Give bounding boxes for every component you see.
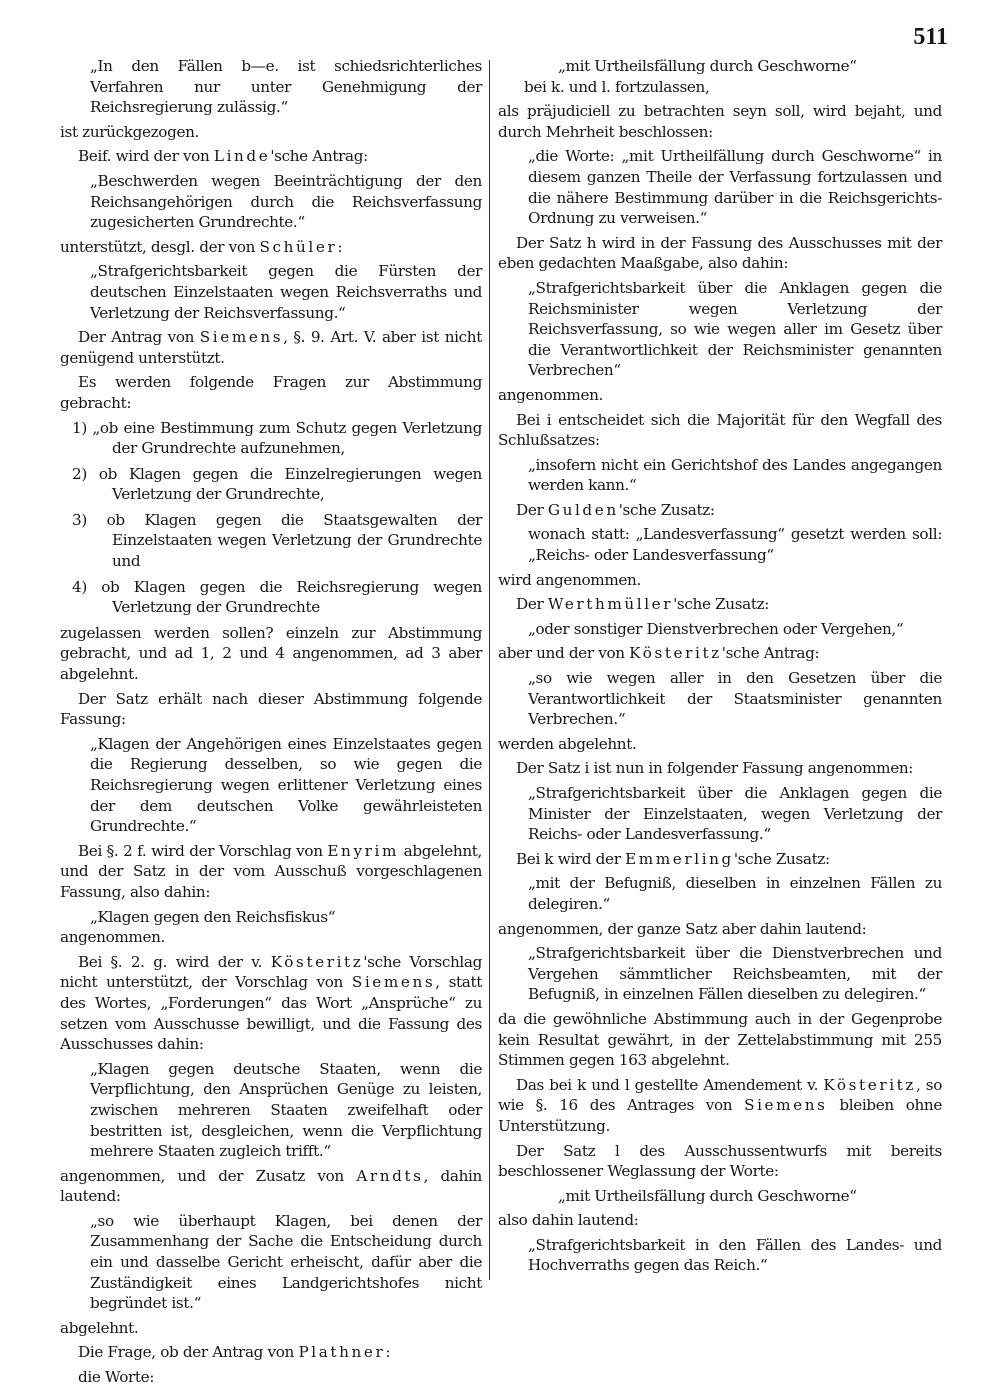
person-name: Linde — [213, 147, 271, 166]
paragraph: Der Satz l des Ausschussentwurfs mit bereits beschlossener Weglassung der Worte: — [498, 1141, 942, 1181]
person-name: Werthmüller — [547, 595, 674, 614]
paragraph: unterstützt, desgl. der von Schüler: — [60, 237, 343, 256]
person-name: Siemens — [744, 1096, 828, 1115]
paragraph: als präjudiciell zu betrachten seyn soll, wird bejaht, und durch Mehrheit beschlossen: — [498, 102, 942, 141]
page-number: 511 — [913, 24, 948, 50]
person-name: Kösteritz — [629, 644, 722, 663]
person-name: Arndts — [356, 1166, 424, 1185]
paragraph: Bei i entscheidet sich die Majorität für den Wegfall des Schlußsatzes: — [498, 410, 942, 450]
paragraph: Der Satz erhält nach dieser Abstimmung folgende Fassung: — [60, 689, 482, 729]
quote-paragraph: „mit Urtheilsfällung durch Geschworne“ — [558, 57, 857, 75]
quote-paragraph: „Beschwerden wegen Beeinträchtigung der den Reichsangehörigen durch die Reichsverfassung zugesicherten Grundrechte.“ — [90, 171, 482, 232]
quote-paragraph: „Strafgerichtsbarkeit in den Fällen des Landes- und Hochverraths gegen das Reich.“ — [528, 1235, 942, 1275]
paragraph: Der Antrag von Siemens, §. 9. Art. V. aber ist nicht genügend unterstützt. — [60, 328, 482, 367]
list-item: 4) ob Klagen gegen die Reichsregierung wegen Verletzung der Grundrechte — [72, 577, 482, 617]
list-item: 1) „ob eine Bestimmung zum Schutz gegen Verletzung der Grundrechte aufzunehmen, — [72, 418, 482, 458]
quote-paragraph: „Klagen gegen deutsche Staaten, wenn die Verpflichtung, den Ansprüchen Genüge zu leisten, zwischen mehreren Staaten zweifelhaft oder bestritten ist, desgleichen, wenn die Verpflichtung mehrere Staaten zugleich trifft.“ — [90, 1059, 482, 1161]
paragraph: abgelehnt. — [60, 1318, 139, 1337]
person-name: Enyrim — [327, 841, 399, 860]
quote-paragraph: „mit Urtheilsfällung durch Geschworne“ — [558, 1186, 857, 1205]
paragraph: Der Werthmüller'sche Zusatz: — [516, 595, 770, 614]
paragraph: Beif. wird der von Linde'sche Antrag: — [78, 147, 368, 166]
person-name: Siemens — [199, 328, 284, 347]
right-column — [498, 56, 942, 1280]
person-name: Gulden — [547, 500, 619, 519]
paragraph: Die Frage, ob der Antrag von Plathner: — [78, 1343, 391, 1362]
quote-paragraph: „In den Fällen b—e. ist schiedsrichterliches Verfahren nur unter Genehmigung der Reichsregierung zulässig.“ — [90, 57, 482, 117]
paragraph: Der Gulden'sche Zusatz: — [516, 500, 715, 519]
person-name: Schüler — [259, 237, 338, 256]
quote-paragraph: wonach statt: „Landesverfassung“ gesetzt werden soll: „Reichs- oder Landesverfassung“ — [528, 525, 942, 565]
person-name: Kösteritz — [270, 952, 364, 971]
left-column — [60, 56, 482, 1392]
quote-paragraph: „die Worte: „mit Urtheilfällung durch Geschworne“ in diesem ganzen Theile der Verfassung fortzulassen und die nähere Bestimmung darüber in die Reichsgerichts-Ordnung zu verweisen.“ — [528, 147, 942, 228]
paragraph: angenommen, der ganze Satz aber dahin lautend: — [498, 919, 867, 938]
person-name: Siemens — [351, 973, 436, 992]
paragraph: Bei k wird der Emmerling'sche Zusatz: — [516, 849, 830, 868]
paragraph: Das bei k und l gestellte Amendement v. Kösteritz, so wie §. 16 des Antrages von Siemens bleiben ohne Unterstützung. — [498, 1075, 942, 1135]
paragraph: also dahin lautend: — [498, 1211, 639, 1230]
paragraph: werden abgelehnt. — [498, 734, 637, 753]
list-item: 3) ob Klagen gegen die Staatsgewalten der Einzelstaaten wegen Verletzung der Grundrechte und — [72, 510, 482, 571]
paragraph: aber und der von Kösteritz'sche Antrag: — [498, 644, 820, 663]
list-item: 2) ob Klagen gegen die Einzelregierungen wegen Verletzung der Grundrechte, — [72, 464, 482, 504]
paragraph: zugelassen werden sollen? einzeln zur Abstimmung gebracht, und ad 1, 2 und 4 angenommen, ad 3 aber abgelehnt. — [60, 623, 482, 684]
paragraph: wird angenommen. — [498, 570, 641, 589]
quote-paragraph: „insofern nicht ein Gerichtshof des Landes angegangen werden kann.“ — [528, 455, 942, 495]
quote-paragraph: „Klagen der Angehörigen eines Einzelstaates gegen die Regierung desselben, so wie gegen die Reichsregierung wegen erlittener Verletzung eines der dem deutschen Volke gewährleisteten Grundrechte.“ — [90, 734, 482, 836]
paragraph: angenommen, und der Zusatz von Arndts, dahin lautend: — [60, 1166, 482, 1206]
quote-paragraph: „so wie überhaupt Klagen, bei denen der Zusammenhang der Sache die Entscheidung durch ein und dasselbe Gericht erheischt, dafür aber die Zuständigkeit eines Landgerichtshofes nicht begründet ist.“ — [90, 1211, 482, 1313]
paragraph: die Worte: — [78, 1368, 155, 1387]
person-name: Kösteritz — [823, 1075, 916, 1094]
paragraph: da die gewöhnliche Abstimmung auch in der Gegenprobe kein Resultat gewährt, in der Zettelabstimmung mit 255 Stimmen gegen 163 abgelehnt. — [498, 1009, 942, 1070]
paragraph: bei k. und l. fortzulassen, — [524, 77, 710, 96]
quote-paragraph: „Klagen gegen den Reichsfiskus“ — [90, 907, 336, 926]
person-name: Plathner — [298, 1343, 386, 1362]
paragraph: Der Satz h wird in der Fassung des Ausschusses mit der eben gedachten Maaßgabe, also dahin: — [498, 233, 942, 273]
quote-paragraph: „Strafgerichtsbarkeit über die Dienstverbrechen und Vergehen sämmtlicher Reichsbeamten, mit der Befugniß, in einzelnen Fällen dieselben zu delegiren.“ — [528, 944, 942, 1004]
paragraph: angenommen. — [60, 928, 166, 947]
paragraph: ist zurückgezogen. — [60, 122, 199, 141]
person-name: Emmerling — [625, 849, 734, 868]
paragraph: Der Satz i ist nun in folgender Fassung angenommen: — [516, 759, 914, 778]
quote-paragraph: „Strafgerichtsbarkeit über die Anklagen gegen die Minister der Einzelstaaten, wegen Verletzung der Reichs- oder Landesverfassung.“ — [528, 784, 942, 844]
quote-paragraph: „oder sonstiger Dienstverbrechen oder Vergehen,“ — [528, 619, 904, 638]
paragraph: Bei §. 2. g. wird der v. Kösteritz'sche Vorschlag nicht unterstützt, der Vorschlag von Siemens, statt des Wortes, „Forderungen“ das Wort „Ansprüche“ zu setzen vom Ausschusse bewilligt, und die Fassung des Ausschusses dahin: — [60, 952, 482, 1054]
quote-paragraph: „so wie wegen aller in den Gesetzen über die Verantwortlichkeit der Staatsminister genannten Verbrechen.“ — [528, 669, 942, 729]
paragraph: Bei §. 2 f. wird der Vorschlag von Enyrim abgelehnt, und der Satz in der vom Ausschuß vorgeschlagenen Fassung, also dahin: — [60, 841, 483, 901]
quote-paragraph: „mit der Befugniß, dieselben in einzelnen Fällen zu delegiren.“ — [528, 874, 942, 913]
column-divider — [489, 60, 490, 1280]
paragraph: Es werden folgende Fragen zur Abstimmung gebracht: — [60, 373, 482, 412]
quote-paragraph: „Strafgerichtsbarkeit über die Anklagen gegen die Reichsminister wegen Verletzung der Reichsverfassung, so wie wegen aller im Gesetz über die Verantwortlichkeit der Reichsminister genannten Verbrechen“ — [528, 278, 942, 380]
paragraph: angenommen. — [498, 385, 604, 404]
quote-paragraph: „Strafgerichtsbarkeit gegen die Fürsten der deutschen Einzelstaaten wegen Reichsverraths und Verletzung der Reichsverfassung.“ — [90, 262, 482, 322]
